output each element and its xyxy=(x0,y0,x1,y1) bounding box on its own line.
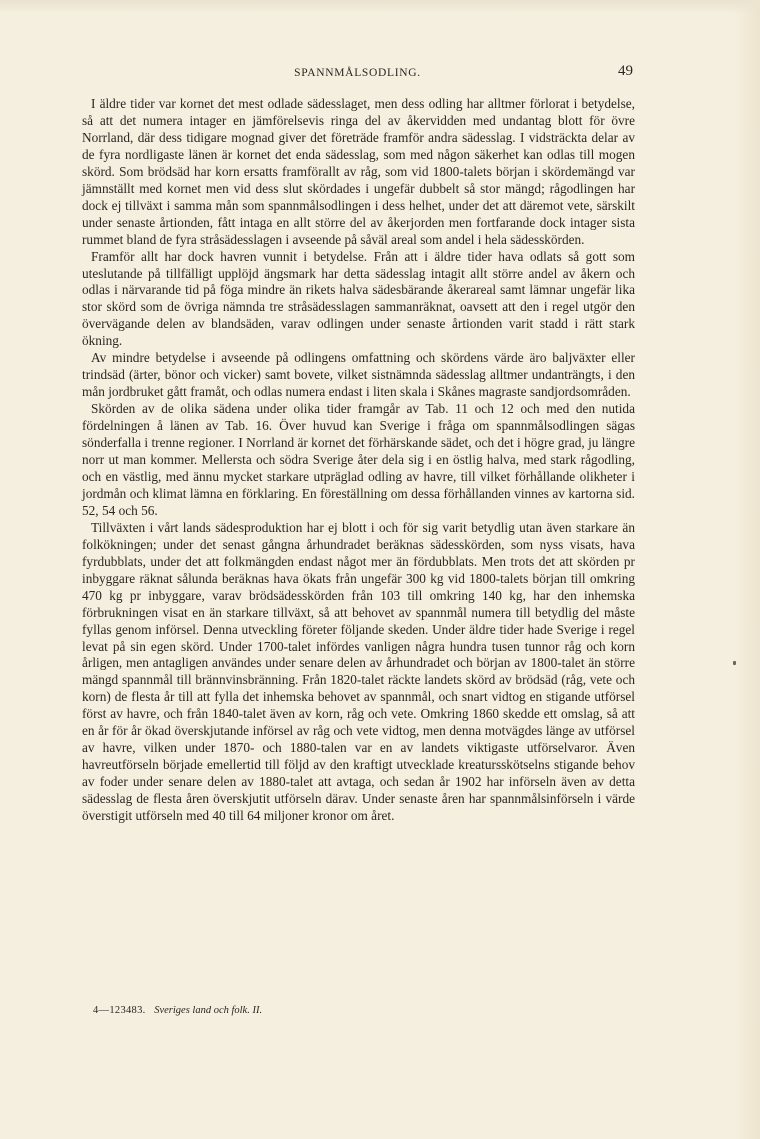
body-text xyxy=(82,96,635,825)
printer-signature: 4—123483. xyxy=(93,1005,146,1016)
page-number: 49 xyxy=(618,63,633,79)
paragraph-regions: Skörden av de olika sädena under olika tider framgår av Tab. 11 och 12 och med den nutida fördelningen å länen av Tab. 16. Över huvud kan Sverige i fråga om spannmålsodlingen sägas sönderfalla i trenne regioner. I Norrland är kornet det förhärskande sädet, och det i högre grad, ju längre norr ut man kommer. Mellersta och södra Sverige åter dela sig i en östlig halva, med stark rågodling, och en västlig, med ännu mycket starkare utpräglad odling av havre, till vilket förhållande olikheter i jordmån och klimat lämna en förklaring. En föreställning om dessa förhållanden vinnes av kartorna sid. 52, 54 och 56. xyxy=(82,401,635,518)
page-right-edge xyxy=(734,0,760,1139)
page-header xyxy=(80,63,635,83)
page-top-edge xyxy=(0,0,760,14)
page-footer xyxy=(93,1005,593,1016)
book-title: Sveriges land och folk. II. xyxy=(154,1005,263,1016)
running-head: SPANNMÅLSODLING. xyxy=(294,67,421,79)
paragraph-legumes: Av mindre betydelse i avseende på odlingens omfattning och skördens värde äro baljväxter eller trindsäd (ärter, bönor och vicker) samt bovete, vilket sistnämnda sädesslag alltmer undanträngts, i den mån jordbruket gått framåt, och odlas numera endast i liten skala i Skånes magraste sandjordsområden. xyxy=(82,350,635,400)
paragraph-growth: Tillväxten i vårt lands sädesproduktion har ej blott i och för sig varit betydlig utan även starkare än folkökningen; under det senast gångna århundradet beräknas sädesskörden, som nyss visats, hava fyrdubblats, under det att folkmängden endast något mer än fördubblats. Men trots det att skörden pr inbyggare räknat sålunda beräknas hava ökats från ungefär 300 kg vid 1800-talets början till omkring 470 kg pr inbyggare, varav brödsädesskörden från 103 till omkring 140 kg, har den inhemska förbrukningen visat en än starkare tillväxt, så att behovet av spannmål numera till betydlig del måste fyllas genom införsel. Denna utveckling företer följande skeden. Under äldre tider hade Sverige i regel levat på sin egen skörd. Under 1700-talet infördes vanligen några hundra tusen tunnor råg och korn årligen, men antagligen användes under senare delen av århundradet och början av 1800-talet än större mängd spannmål till brännvinsbränning. Från 1820-talet räckte landets skörd av brödsäd (råg, vete och korn) de flesta år till att fylla det inhemska behovet av spannmål, och snart vidtog en stigande utförsel först av havre, och från 1840-talet även av korn, råg och vete. Omkring 1860 skedde ett omslag, så att en år för år ökad överskjutande införsel av råg och vete vidtog, men denna motvägdes länge av utförsel av havre, vilken under 1870- och 1880-talen var en av landets viktigaste utförselvaror. Även havreutförseln började emellertid till följd av den kraftigt utvecklade kreatursskötselns stigande behov av foder under senare delen av 1880-talet att avtaga, och sedan år 1902 har införseln även av detta sädesslag de flesta åren överskjutit utförseln därav. Under senaste åren har spannmålsinförseln i värde överstigit utförseln med 40 till 64 miljoner kronor om året. xyxy=(82,519,635,824)
paragraph-barley: I äldre tider var kornet det mest odlade sädesslaget, men dess odling har alltmer förlorat i betydelse, så att det numera intager en jämförelsevis ringa del av åkervidden med undantag blott för övre Norrland, där dess tidigare mognad giver det företräde framför andra sädesslag. I vidsträckta delar av de fyra nordligaste länen är kornet det enda sädesslag, som med någon säkerhet kan odlas till mogen skörd. Som brödsäd har korn ersatts framförallt av råg, som vid 1800-talets början i skördemängd var jämnställt med kornet men vid dess slut skördades i ungefär dubbelt så stor mängd; rågodlingen har dock ej tillväxt i samma mån som spannmålsodlingen i dess helhet, under det att däremot vete, särskilt under senaste årtionden, fått intaga en allt större del av åkerjorden men fortfarande dock intager sista rummet bland de fyra stråsädesslagen i avseende på såväl areal som andel i hela sädesskörden. xyxy=(82,96,635,247)
margin-speck xyxy=(733,661,736,665)
paragraph-oats: Framför allt har dock havren vunnit i betydelse. Från att i äldre tider hava odlats så gott som uteslutande på tillfälligt upplöjd ängsmark har detta sädesslag intagit allt större andel av åkern och odlas i närvarande tid på föga mindre än rikets halva sädesbärande åkerareal samt lämnar ungefär lika stor skörd som de övriga nämnda tre stråsädesslagen sammanräknat, oavsett att den i regel utgör den övervägande delen av blandsäden, varav odlingen under senaste årtionden varit stadd i rätt stark ökning. xyxy=(82,248,635,349)
